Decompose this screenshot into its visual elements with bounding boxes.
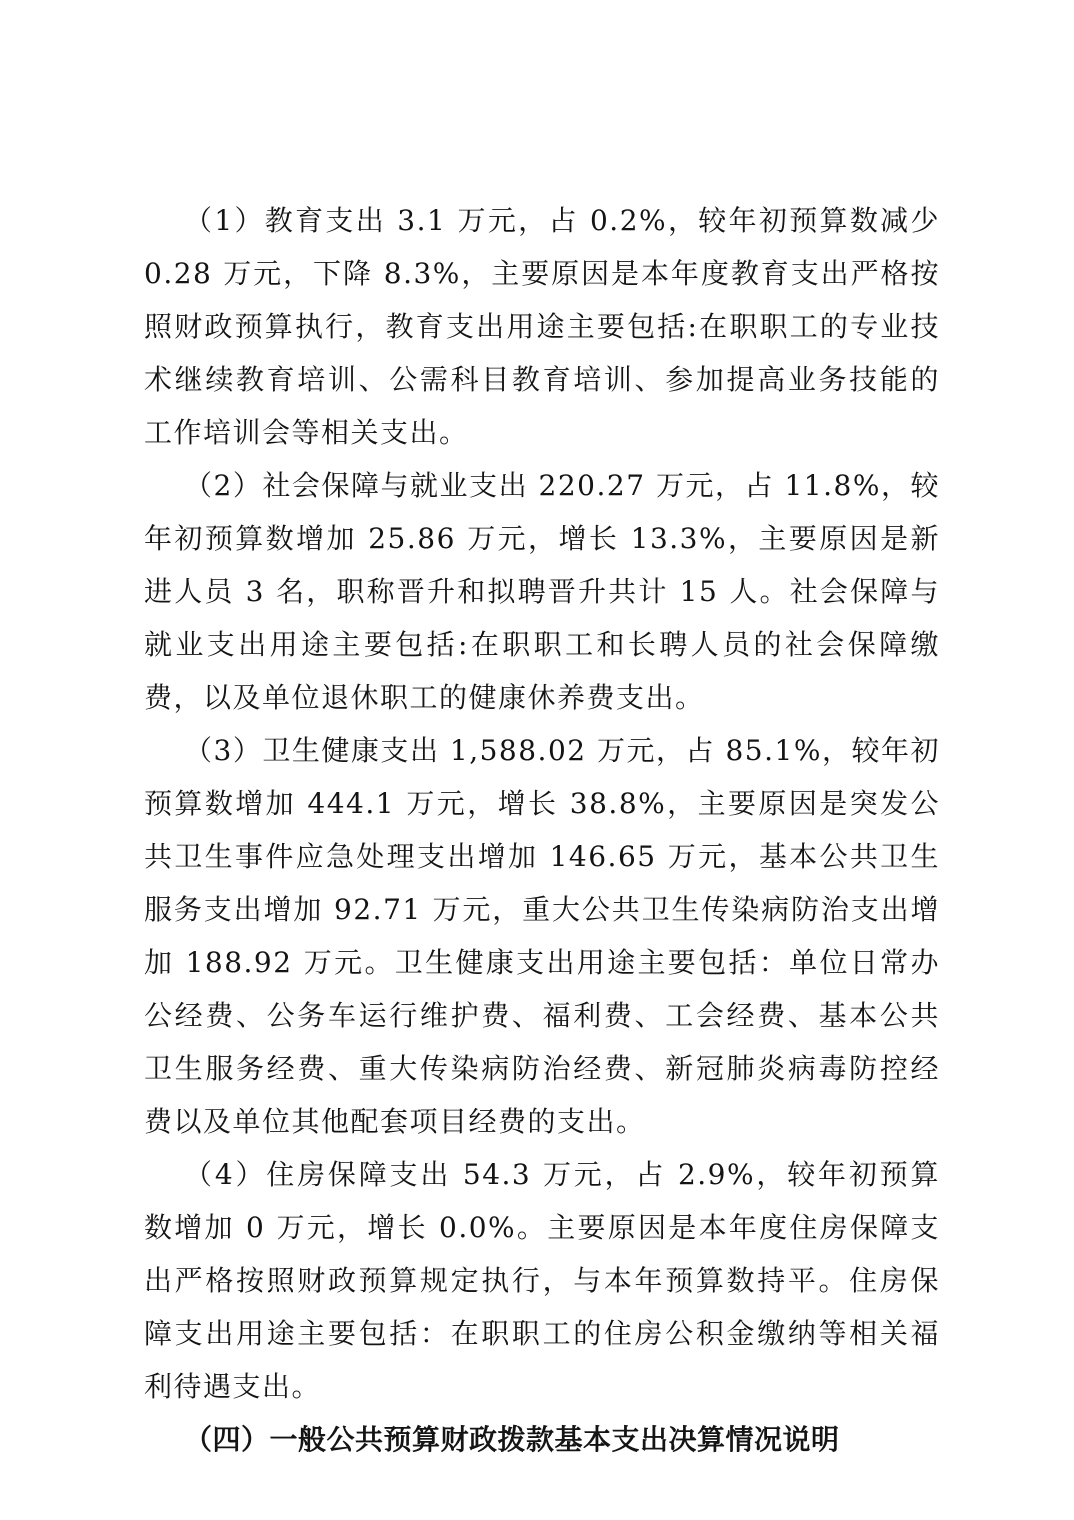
document-page — [144, 194, 940, 1466]
section-heading: （四）一般公共预算财政拨款基本支出决算情况说明 — [184, 1423, 840, 1456]
paragraph-social-security-expenditure: （2）社会保障与就业支出 220.27 万元，占 11.8%，较年初预算数增加 25.86 万元，增长 13.3%，主要原因是新进人员 3 名，职称晋升和拟聘晋升共计 15 人。社会保障与就业支出用途主要包括:在职职工和长聘人员的社会保障缴费，以及单位退休职工的健康休养费支出。 — [144, 469, 940, 714]
paragraph-housing-expenditure: （4）住房保障支出 54.3 万元，占 2.9%，较年初预算数增加 0 万元，增长 0.0%。主要原因是本年度住房保障支出严格按照财政预算规定执行，与本年预算数持平。住房保障支出用途主要包括：在职职工的住房公积金缴纳等相关福利待遇支出。 — [144, 1158, 940, 1403]
paragraph-health-expenditure: （3）卫生健康支出 1,588.02 万元，占 85.1%，较年初预算数增加 444.1 万元，增长 38.8%，主要原因是突发公共卫生事件应急处理支出增加 146.65 万元，基本公共卫生服务支出增加 92.71 万元，重大公共卫生传染病防治支出增加 188.92 万元。卫生健康支出用途主要包括：单位日常办公经费、公务车运行维护费、福利费、工会经费、基本公共卫生服务经费、重大传染病防治经费、新冠肺炎病毒防控经费以及单位其他配套项目经费的支出。 — [144, 734, 940, 1138]
paragraph-education-expenditure: （1）教育支出 3.1 万元，占 0.2%，较年初预算数减少 0.28 万元，下降 8.3%，主要原因是本年度教育支出严格按照财政预算执行，教育支出用途主要包括:在职职工的专业技术继续教育培训、公需科目教育培训、参加提高业务技能的工作培训会等相关支出。 — [144, 204, 940, 449]
